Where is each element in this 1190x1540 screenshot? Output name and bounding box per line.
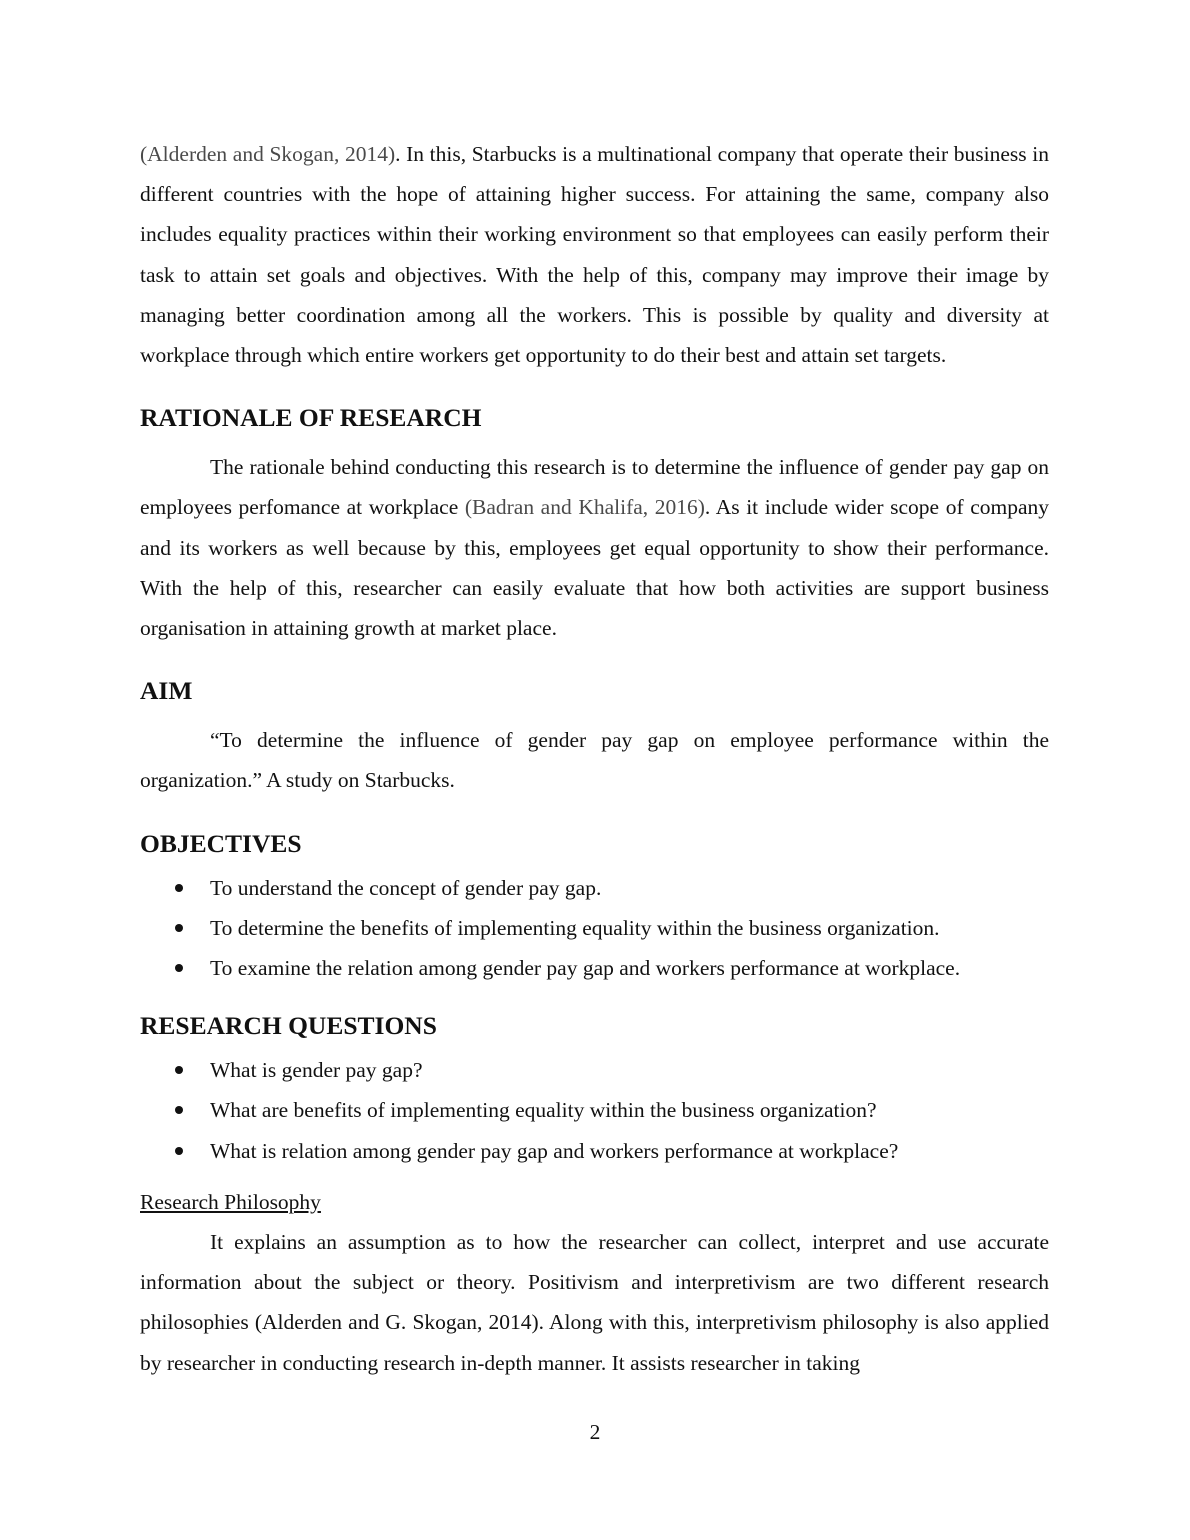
page-content [140, 134, 1049, 1383]
intro-text: . In this, Starbucks is a multinational company that operate their business in different countries with the hope of attaining higher success. For attaining the same, company also includes equality practices within their working environment so that employees can easily perform their task to attain set goals and objectives. With the help of this, company may improve their image by managing better coordination among all the workers. This is possible by quality and diversity at workplace through which entire workers get opportunity to do their best and attain set targets. [140, 142, 1049, 368]
research-philosophy-heading: Research Philosophy [140, 1189, 321, 1214]
question-text: What is relation among gender pay gap and workers performance at workplace? [210, 1138, 899, 1163]
list-item [140, 1050, 1049, 1090]
list-item [140, 868, 1049, 908]
question-text: What is gender pay gap? [210, 1058, 423, 1083]
rationale-text-before: The rationale behind conducting this research is to determine the influence of gender pay gap on employees perfomance at workplace [140, 455, 1049, 520]
objective-text: To examine the relation among gender pay gap and workers performance at workplace. [210, 956, 961, 981]
bullet-icon [175, 964, 183, 972]
page-number: 2 [589, 1420, 601, 1444]
intro-paragraph [140, 134, 1049, 375]
objectives-list [140, 868, 1049, 989]
philosophy-paragraph: It explains an assumption as to how the researcher can collect, interpret and use accurate information about the subject or theory. Positivism and interpretivism are two different research philosophies (Alderden and G. Skogan, 2014). Along with this, interpretivism philosophy is also applied by researcher in conducting research in-depth manner. It assists researcher in taking [140, 1230, 1049, 1375]
bullet-icon [175, 1066, 183, 1074]
aim-paragraph: “To determine the influence of gender pay gap on employee performance within the organization.” A study on Starbucks. [140, 728, 1049, 793]
list-item [140, 1131, 1049, 1171]
questions-list [140, 1050, 1049, 1171]
rationale-citation: (Badran and Khalifa, 2016) [464, 495, 705, 520]
rationale-text-after: . As it include wider scope of company and its workers as well because by this, employees get equal opportunity to show their performance. With the help of this, researcher can easily evaluate that how both activities are support business organisation in attaining growth at market place. [140, 495, 1050, 641]
intro-citation: (Alderden and Skogan, 2014) [140, 142, 396, 166]
objective-text: To understand the concept of gender pay gap. [210, 875, 602, 900]
list-item [140, 1090, 1049, 1130]
rationale-heading: RATIONALE OF RESEARCH [140, 403, 482, 433]
objective-text: To determine the benefits of implementing equality within the business organization. [210, 915, 940, 940]
bullet-icon [175, 924, 183, 932]
list-item [140, 908, 1049, 948]
list-item [140, 948, 1049, 988]
bullet-icon [175, 884, 183, 892]
question-text: What are benefits of implementing equality within the business organization? [210, 1098, 877, 1123]
bullet-icon [175, 1106, 183, 1114]
questions-heading: RESEARCH QUESTIONS [140, 1011, 437, 1041]
rationale-paragraph [140, 447, 1049, 648]
objectives-heading: OBJECTIVES [140, 828, 302, 858]
bullet-icon [175, 1147, 183, 1155]
aim-heading: AIM [140, 676, 193, 706]
